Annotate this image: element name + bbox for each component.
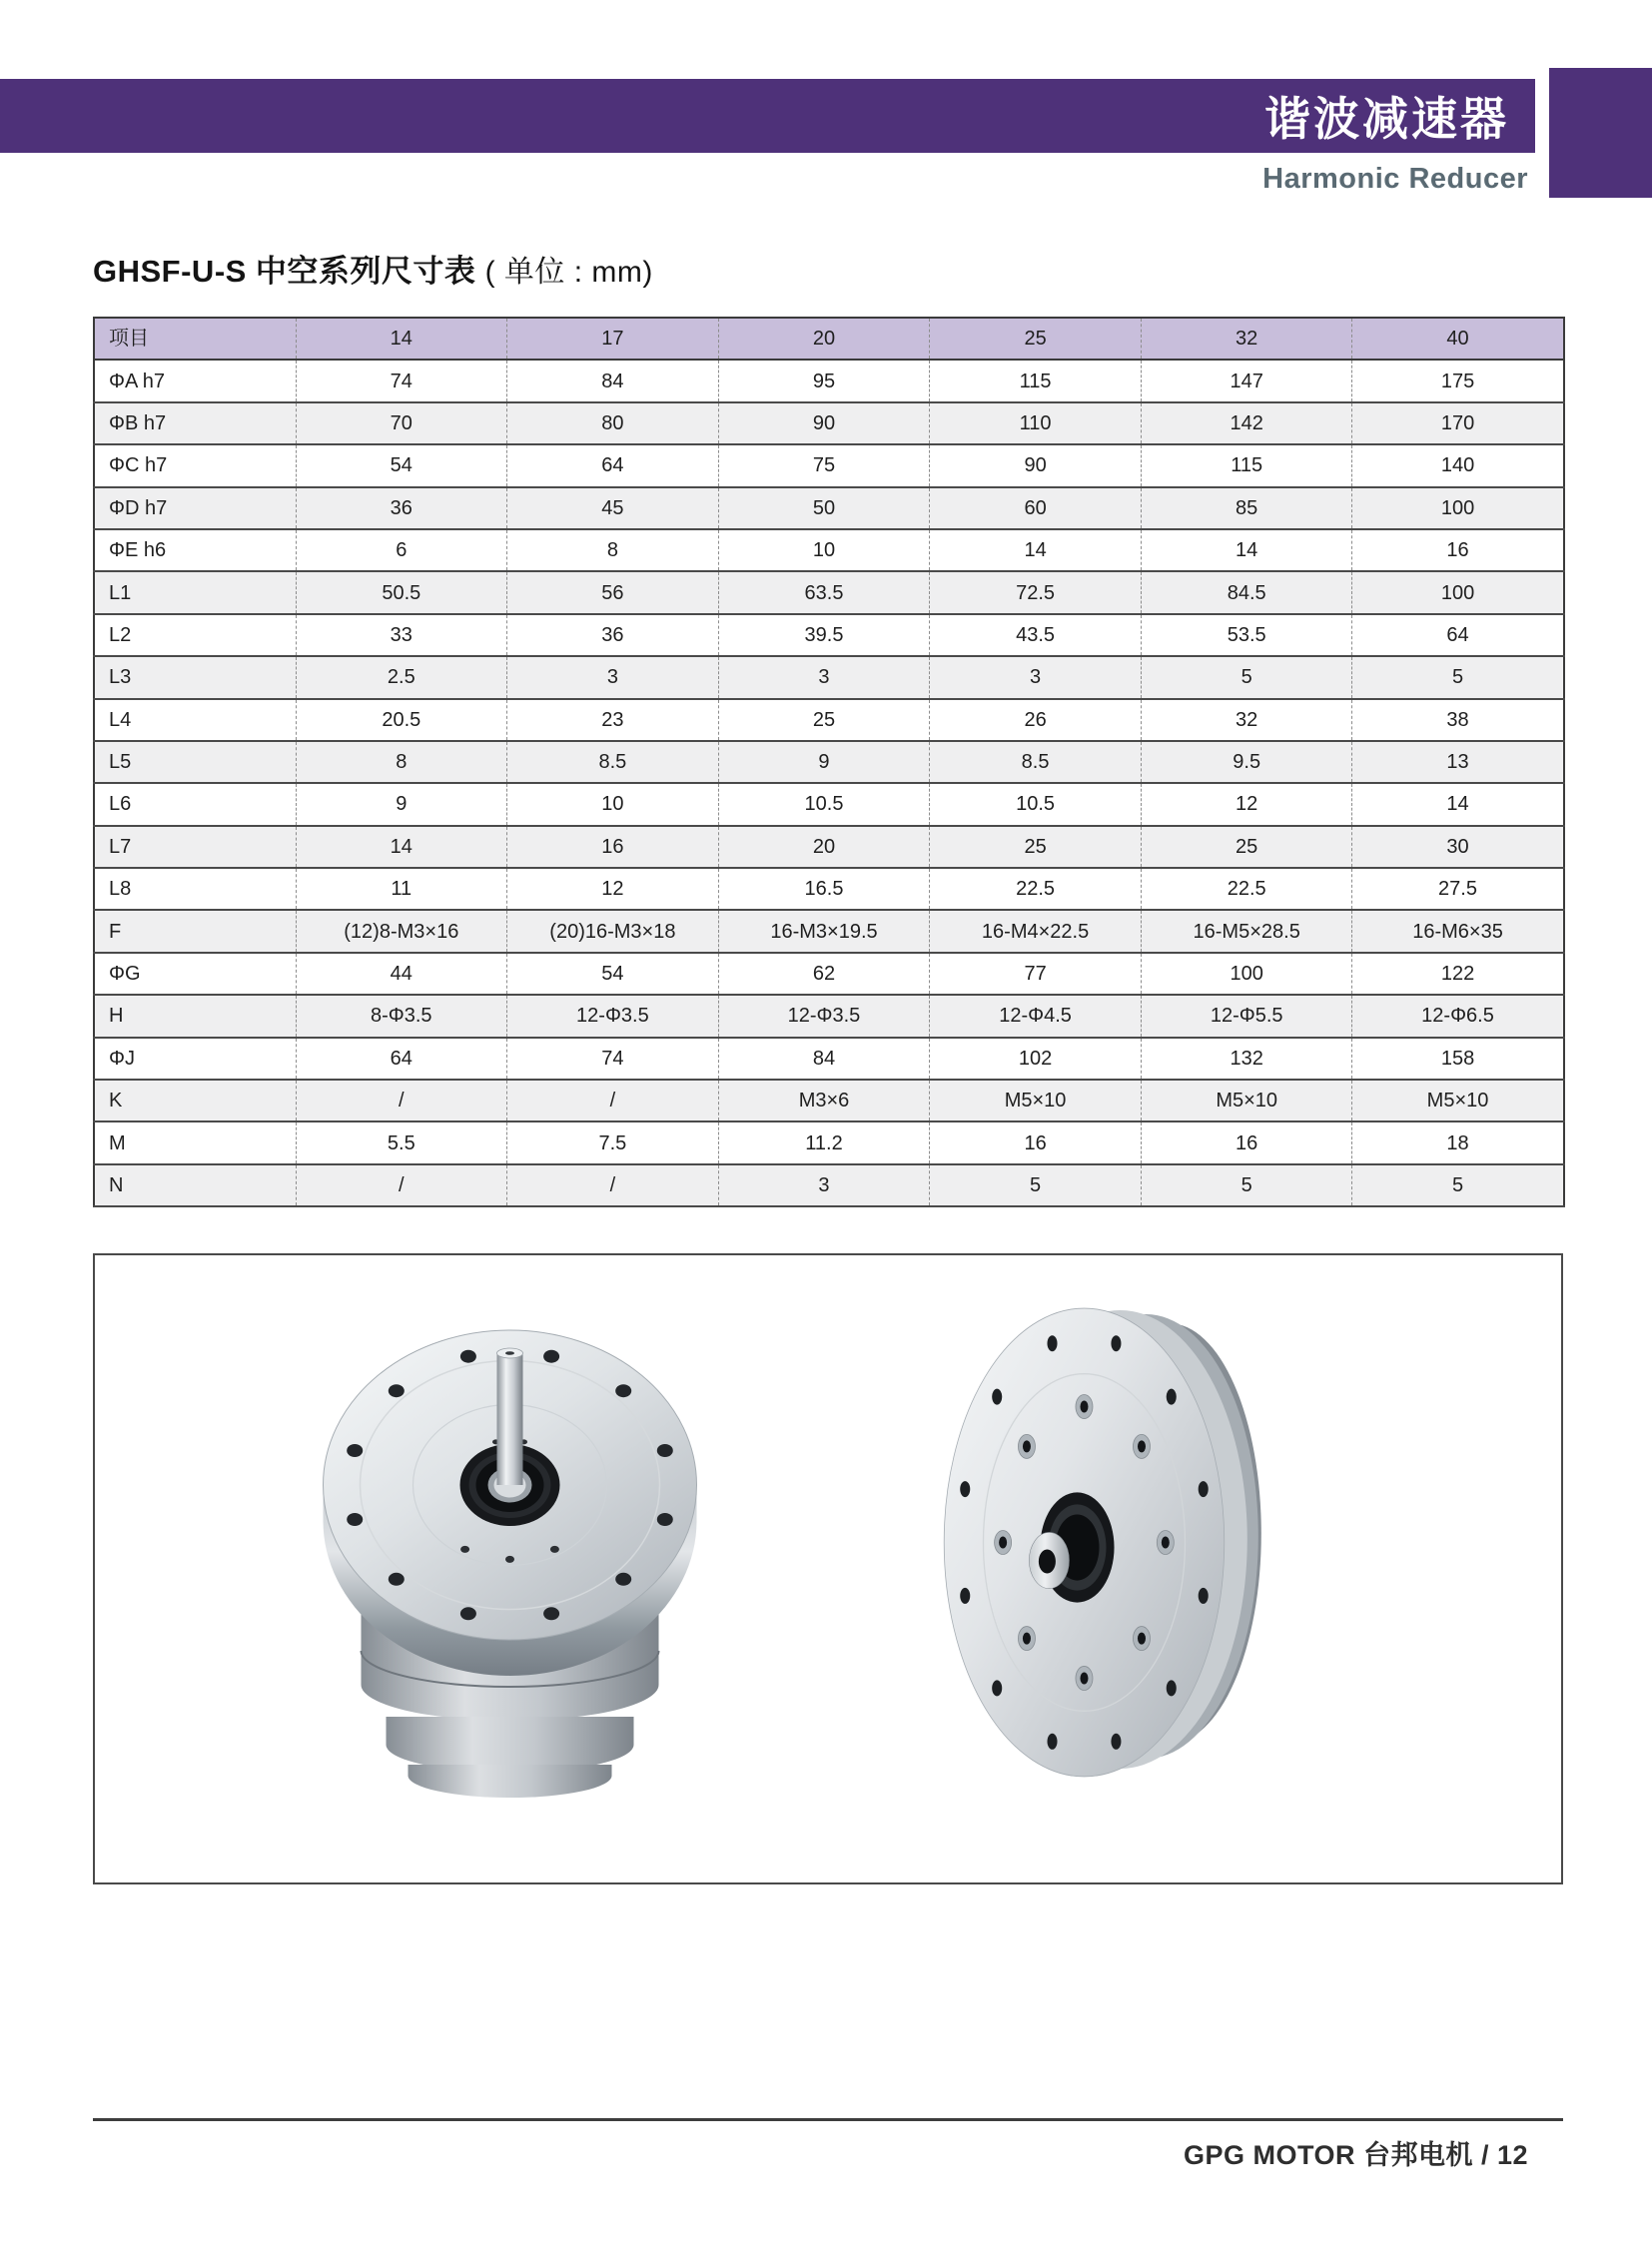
table-row xyxy=(94,529,1564,571)
column-header-size: 25 xyxy=(930,318,1142,360)
table-row xyxy=(94,1164,1564,1206)
table-row xyxy=(94,1121,1564,1163)
row-label: ΦC h7 xyxy=(94,444,296,486)
row-label: ΦD h7 xyxy=(94,487,296,529)
table-cell: 50 xyxy=(718,487,930,529)
table-cell: 8.5 xyxy=(507,741,719,783)
table-cell: 158 xyxy=(1352,1038,1564,1080)
product-photo-front-view xyxy=(313,1299,708,1799)
table-cell: 5.5 xyxy=(296,1121,507,1163)
table-cell: 3 xyxy=(507,656,719,698)
column-header-size: 20 xyxy=(718,318,930,360)
row-label: ΦB h7 xyxy=(94,402,296,444)
table-row xyxy=(94,487,1564,529)
row-label: L3 xyxy=(94,656,296,698)
table-row xyxy=(94,656,1564,698)
table-cell: 62 xyxy=(718,953,930,995)
row-label: L4 xyxy=(94,699,296,741)
row-label: L1 xyxy=(94,571,296,613)
table-cell: 170 xyxy=(1352,402,1564,444)
table-cell: (20)16-M3×18 xyxy=(507,910,719,952)
table-cell: 53.5 xyxy=(1141,614,1352,656)
product-image-box xyxy=(93,1253,1563,1884)
table-cell: 70 xyxy=(296,402,507,444)
table-cell: 10 xyxy=(507,783,719,825)
table-cell: 12 xyxy=(1141,783,1352,825)
table-cell: 3 xyxy=(930,656,1142,698)
table-cell: 16-M5×28.5 xyxy=(1141,910,1352,952)
table-cell: 84 xyxy=(718,1038,930,1080)
table-cell: 100 xyxy=(1352,487,1564,529)
table-cell: 36 xyxy=(296,487,507,529)
table-row xyxy=(94,826,1564,868)
table-row xyxy=(94,402,1564,444)
table-cell: 3 xyxy=(718,1164,930,1206)
table-cell: 9.5 xyxy=(1141,741,1352,783)
table-cell: 9 xyxy=(718,741,930,783)
table-cell: 18 xyxy=(1352,1121,1564,1163)
row-label: L8 xyxy=(94,868,296,910)
table-cell: 115 xyxy=(1141,444,1352,486)
table-cell: 175 xyxy=(1352,360,1564,401)
row-label: ΦE h6 xyxy=(94,529,296,571)
table-cell: 25 xyxy=(930,826,1142,868)
header-accent-square xyxy=(1549,68,1652,198)
table-cell: 20.5 xyxy=(296,699,507,741)
table-cell: 75 xyxy=(718,444,930,486)
column-header-size: 14 xyxy=(296,318,507,360)
table-cell: 20 xyxy=(718,826,930,868)
table-cell: 5 xyxy=(1352,656,1564,698)
table-row xyxy=(94,571,1564,613)
table-cell: 7.5 xyxy=(507,1121,719,1163)
table-row xyxy=(94,868,1564,910)
table-cell: 95 xyxy=(718,360,930,401)
table-cell: 110 xyxy=(930,402,1142,444)
table-cell: 14 xyxy=(1352,783,1564,825)
table-cell: M3×6 xyxy=(718,1080,930,1121)
table-cell: / xyxy=(507,1164,719,1206)
page-subtitle-en: Harmonic Reducer xyxy=(1262,163,1528,195)
table-cell: 63.5 xyxy=(718,571,930,613)
table-cell: 54 xyxy=(507,953,719,995)
table-cell: 22.5 xyxy=(1141,868,1352,910)
table-cell: 12-Φ4.5 xyxy=(930,995,1142,1037)
table-cell: / xyxy=(296,1080,507,1121)
table-cell: 100 xyxy=(1352,571,1564,613)
table-cell: 44 xyxy=(296,953,507,995)
table-cell: 5 xyxy=(1352,1164,1564,1206)
table-row xyxy=(94,953,1564,995)
table-cell: 8 xyxy=(296,741,507,783)
row-label: L2 xyxy=(94,614,296,656)
table-cell: 5 xyxy=(1141,1164,1352,1206)
table-cell: 60 xyxy=(930,487,1142,529)
table-row xyxy=(94,1080,1564,1121)
table-cell: 80 xyxy=(507,402,719,444)
row-label: N xyxy=(94,1164,296,1206)
table-row xyxy=(94,444,1564,486)
table-cell: 39.5 xyxy=(718,614,930,656)
table-cell: 74 xyxy=(507,1038,719,1080)
table-cell: 85 xyxy=(1141,487,1352,529)
row-label: ΦA h7 xyxy=(94,360,296,401)
table-cell: 122 xyxy=(1352,953,1564,995)
header-banner xyxy=(0,79,1535,153)
row-label: K xyxy=(94,1080,296,1121)
table-cell: 12-Φ5.5 xyxy=(1141,995,1352,1037)
table-cell: (12)8-M3×16 xyxy=(296,910,507,952)
table-cell: 72.5 xyxy=(930,571,1142,613)
table-cell: 45 xyxy=(507,487,719,529)
table-cell: 142 xyxy=(1141,402,1352,444)
table-cell: 33 xyxy=(296,614,507,656)
table-cell: 5 xyxy=(930,1164,1142,1206)
row-label: ΦG xyxy=(94,953,296,995)
table-cell: 64 xyxy=(296,1038,507,1080)
footer-page-info: GPG MOTOR 台邦电机 / 12 xyxy=(1183,2140,1528,2170)
table-cell: 64 xyxy=(1352,614,1564,656)
table-cell: 10.5 xyxy=(718,783,930,825)
table-cell: 12 xyxy=(507,868,719,910)
table-row xyxy=(94,783,1564,825)
table-row xyxy=(94,1038,1564,1080)
section-title-main: GHSF-U-S 中空系列尺寸表 xyxy=(93,254,476,289)
table-cell: 56 xyxy=(507,571,719,613)
table-cell: 14 xyxy=(930,529,1142,571)
table-cell: 140 xyxy=(1352,444,1564,486)
table-cell: 32 xyxy=(1141,699,1352,741)
table-cell: 16-M6×35 xyxy=(1352,910,1564,952)
table-cell: 25 xyxy=(1141,826,1352,868)
table-cell: M5×10 xyxy=(1352,1080,1564,1121)
row-label: H xyxy=(94,995,296,1037)
column-header-size: 32 xyxy=(1141,318,1352,360)
column-header-size: 17 xyxy=(507,318,719,360)
table-cell: 3 xyxy=(718,656,930,698)
table-cell: 8.5 xyxy=(930,741,1142,783)
table-cell: 90 xyxy=(930,444,1142,486)
dimension-table-body xyxy=(94,360,1564,1206)
table-cell: 36 xyxy=(507,614,719,656)
table-cell: 16 xyxy=(1352,529,1564,571)
table-cell: 11.2 xyxy=(718,1121,930,1163)
row-label: L5 xyxy=(94,741,296,783)
table-cell: 64 xyxy=(507,444,719,486)
table-cell: 13 xyxy=(1352,741,1564,783)
table-row xyxy=(94,360,1564,401)
table-cell: 5 xyxy=(1141,656,1352,698)
table-cell: 8 xyxy=(507,529,719,571)
dimension-table-head-row xyxy=(94,318,1564,360)
table-cell: 16 xyxy=(930,1121,1142,1163)
table-cell: M5×10 xyxy=(930,1080,1142,1121)
row-label: L6 xyxy=(94,783,296,825)
table-row xyxy=(94,614,1564,656)
table-cell: 54 xyxy=(296,444,507,486)
table-cell: 25 xyxy=(718,699,930,741)
row-label: L7 xyxy=(94,826,296,868)
row-label: F xyxy=(94,910,296,952)
table-cell: 8-Φ3.5 xyxy=(296,995,507,1037)
table-cell: 2.5 xyxy=(296,656,507,698)
footer-rule xyxy=(93,2118,1563,2121)
table-cell: 12-Φ6.5 xyxy=(1352,995,1564,1037)
table-row xyxy=(94,741,1564,783)
table-cell: 16.5 xyxy=(718,868,930,910)
row-label: ΦJ xyxy=(94,1038,296,1080)
table-cell: 12-Φ3.5 xyxy=(718,995,930,1037)
table-cell: 22.5 xyxy=(930,868,1142,910)
table-cell: 90 xyxy=(718,402,930,444)
table-cell: 77 xyxy=(930,953,1142,995)
table-cell: 115 xyxy=(930,360,1142,401)
table-cell: / xyxy=(296,1164,507,1206)
table-cell: 26 xyxy=(930,699,1142,741)
table-cell: 16 xyxy=(1141,1121,1352,1163)
table-cell: 10 xyxy=(718,529,930,571)
section-title-unit: ( 单位 : mm) xyxy=(484,256,653,289)
dimension-table xyxy=(93,317,1565,1207)
table-cell: 11 xyxy=(296,868,507,910)
table-cell: 16-M3×19.5 xyxy=(718,910,930,952)
table-cell: 100 xyxy=(1141,953,1352,995)
table-cell: 6 xyxy=(296,529,507,571)
product-photo-angled-view xyxy=(932,1285,1267,1801)
table-cell: 27.5 xyxy=(1352,868,1564,910)
table-cell: 16-M4×22.5 xyxy=(930,910,1142,952)
table-cell: 12-Φ3.5 xyxy=(507,995,719,1037)
table-cell: M5×10 xyxy=(1141,1080,1352,1121)
table-row xyxy=(94,910,1564,952)
table-cell: 16 xyxy=(507,826,719,868)
table-row xyxy=(94,995,1564,1037)
page-title-cn: 谐波减速器 xyxy=(1264,93,1509,145)
section-title xyxy=(93,246,653,291)
table-cell: 74 xyxy=(296,360,507,401)
table-cell: / xyxy=(507,1080,719,1121)
table-cell: 43.5 xyxy=(930,614,1142,656)
table-row xyxy=(94,699,1564,741)
table-cell: 23 xyxy=(507,699,719,741)
table-cell: 84.5 xyxy=(1141,571,1352,613)
table-cell: 147 xyxy=(1141,360,1352,401)
table-cell: 10.5 xyxy=(930,783,1142,825)
table-cell: 84 xyxy=(507,360,719,401)
column-header-size: 40 xyxy=(1352,318,1564,360)
table-cell: 132 xyxy=(1141,1038,1352,1080)
table-cell: 14 xyxy=(1141,529,1352,571)
table-cell: 38 xyxy=(1352,699,1564,741)
table-cell: 50.5 xyxy=(296,571,507,613)
table-cell: 30 xyxy=(1352,826,1564,868)
row-label: M xyxy=(94,1121,296,1163)
table-cell: 9 xyxy=(296,783,507,825)
column-header-item: 项目 xyxy=(94,318,296,360)
table-cell: 14 xyxy=(296,826,507,868)
table-cell: 102 xyxy=(930,1038,1142,1080)
